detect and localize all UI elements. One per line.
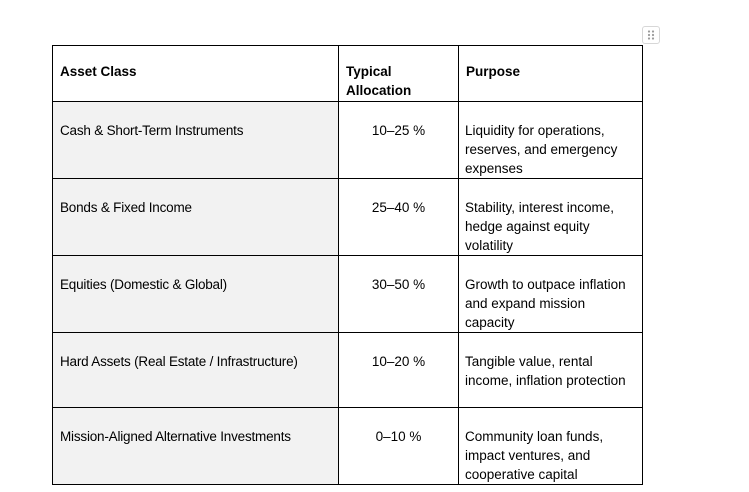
table-row	[53, 179, 643, 256]
table-row	[53, 333, 643, 408]
purpose-cell[interactable]: Liquidity for operations, reserves, and emergency expenses	[459, 102, 643, 179]
asset-class-cell[interactable]: Cash & Short-Term Instruments	[53, 102, 339, 179]
purpose-cell[interactable]: Stability, interest income, hedge against equity volatility	[459, 179, 643, 256]
table-row	[53, 408, 643, 485]
purpose-cell[interactable]: Tangible value, rental income, inflation protection	[459, 333, 643, 408]
allocation-cell[interactable]: 10–25 %	[339, 102, 459, 179]
allocation-cell[interactable]: 25–40 %	[339, 179, 459, 256]
allocation-cell[interactable]: 10–20 %	[339, 333, 459, 408]
purpose-cell[interactable]: Growth to outpace inflation and expand mission capacity	[459, 256, 643, 333]
asset-class-cell[interactable]: Bonds & Fixed Income	[53, 179, 339, 256]
asset-class-cell[interactable]: Mission-Aligned Alternative Investments	[53, 408, 339, 485]
header-asset-class[interactable]: Asset Class	[53, 46, 339, 102]
allocation-cell[interactable]: 0–10 %	[339, 408, 459, 485]
table-row	[53, 256, 643, 333]
asset-allocation-table	[52, 45, 643, 485]
allocation-cell[interactable]: 30–50 %	[339, 256, 459, 333]
asset-class-cell[interactable]: Hard Assets (Real Estate / Infrastructure)	[53, 333, 339, 408]
table-row	[53, 102, 643, 179]
table-drag-handle[interactable]	[642, 26, 660, 44]
drag-handle-icon	[643, 27, 659, 43]
table-header-row	[53, 46, 643, 102]
header-purpose[interactable]: Purpose	[459, 46, 643, 102]
asset-class-cell[interactable]: Equities (Domestic & Global)	[53, 256, 339, 333]
header-typical-allocation[interactable]: Typical Allocation	[339, 46, 459, 102]
purpose-cell[interactable]: Community loan funds, impact ventures, and cooperative capital	[459, 408, 643, 485]
